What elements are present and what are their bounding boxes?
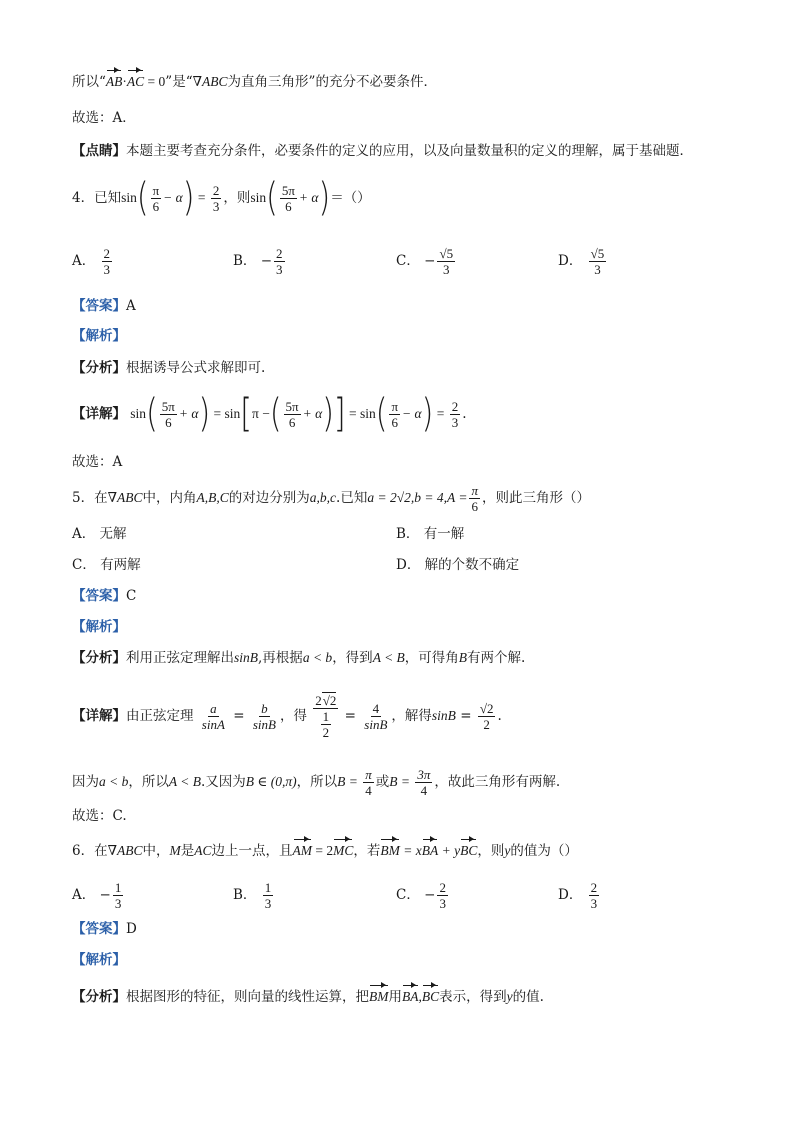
variable-y: y [506, 989, 513, 1004]
q5-fenxi [72, 648, 525, 668]
text: 是 [180, 843, 195, 859]
text: 或 [375, 774, 390, 790]
sign: − [99, 887, 111, 903]
option-label: C． [396, 253, 420, 269]
option-text: 有一解 [423, 526, 465, 542]
text: ，可得角 [404, 650, 459, 666]
q6-analysis-tag [72, 950, 126, 970]
text: 中， [142, 843, 170, 859]
inequality: A < B [372, 650, 405, 665]
q4-xiangjie: 【详解】 sin( $\frac{5\pi}{6}$ + α) = sin[π −( $\frac{5\pi}{6}$ + α)] = sin( $\frac{\pi}{6}$ − α) = $\frac{2}{3}$ . [72, 391, 467, 437]
inequality: a < b [99, 774, 129, 789]
text: 所以“ [72, 74, 106, 90]
denominator: 3 [590, 896, 598, 911]
point-text: 本题主要考查充分条件，必要条件的定义的应用，以及向量数量积的定义的理解，属于基础题． [126, 143, 693, 159]
q5-analysis-tag [72, 617, 126, 637]
text: 表示，得到 [439, 989, 507, 1005]
text: ,再根据 [258, 650, 303, 666]
text: 的对边分别为 [228, 490, 310, 506]
fenxi-tag: 【分析】 [72, 650, 126, 666]
q5-option-d[interactable] [396, 555, 519, 575]
analysis-tag: 【解析】 [72, 619, 126, 635]
question-number: 5． [72, 490, 95, 506]
q4-stem: 4．已知sin( $\frac{\pi}{6}$ − α) = $\frac{2}{3}$ ，则sin( $\frac{5\pi}{6}$ + α)＝（） [72, 175, 371, 221]
text: 边上一点，且 [211, 843, 293, 859]
sign: − [424, 253, 436, 269]
option-label: C． [72, 557, 96, 573]
numerator: 2 [439, 880, 446, 895]
answer-value: C [126, 588, 137, 604]
text: 有两个解. [467, 650, 526, 666]
fenxi-tag: 【分析】 [72, 360, 126, 376]
text: 在 [94, 490, 108, 506]
text: ，所以 [128, 774, 169, 790]
inequality: A < B [168, 774, 201, 789]
q4-answer [72, 296, 136, 316]
fenxi-text: 根据诱导公式求解即可. [126, 360, 266, 376]
text: ，得 [279, 708, 307, 724]
q3-choice [72, 108, 136, 128]
q5-option-b[interactable] [396, 524, 464, 544]
variable-y: y [504, 843, 511, 858]
choice-value: A [112, 454, 123, 470]
q4-fenxi [72, 358, 265, 378]
interval: B ∈ (0,π) [245, 774, 297, 789]
segment-ac: AC [194, 843, 212, 858]
given-values: a = 2√2,b = 4,A = [367, 490, 468, 505]
text: ＝（） [330, 190, 371, 206]
denominator: 3 [114, 896, 122, 911]
text: ，则 [477, 843, 505, 859]
text: 已知 [94, 190, 122, 206]
analysis-tag: 【解析】 [72, 328, 126, 344]
q5-option-c[interactable] [72, 555, 141, 575]
triangle-symbol: ∇ABC [107, 843, 143, 858]
answer-value: A [126, 298, 136, 314]
numerator: √5 [590, 246, 605, 261]
option-label: B． [233, 887, 257, 903]
numerator: 1 [264, 880, 272, 895]
q5-because: 因为a < b，所以A < B.又因为B ∈ (0,π)，所以B = $\frac{\pi}{4}$ 或B = $\frac{3\pi}{4}$ ，故此三角形有两解. [72, 767, 561, 798]
text: 为直角三角形”的充分不必要条件． [227, 74, 437, 90]
denominator: 3 [103, 262, 111, 277]
analysis-tag: 【解析】 [72, 952, 126, 968]
choice-value: C. [112, 808, 127, 824]
q6-option-a[interactable] [72, 880, 125, 911]
inequality: a < b [302, 650, 333, 665]
answer-tag: 【答案】 [72, 921, 126, 937]
xiangjie-tag: 【详解】 [72, 406, 126, 422]
option-label: A． [72, 526, 96, 542]
text: 中，内角 [142, 490, 197, 506]
q5-xiangjie: 【详解】由正弦定理 $\frac{a}{\sin A}$ = $\frac{b}{\sin B}$ ，得 $\frac{2√2}{\frac{1}{2}}$ = $\frac{4}{\sin B}$ ，解得sinB = $\frac{√2}{2}$ . [72, 693, 502, 740]
text: ，得到 [332, 650, 373, 666]
vector-ac: AC [127, 72, 144, 92]
question-number: 6． [72, 843, 95, 859]
relation: = 2 [315, 843, 334, 858]
choice-value: A． [112, 110, 136, 126]
q4-analysis-tag [72, 326, 126, 346]
q6-answer [72, 919, 137, 939]
text: 因为 [72, 774, 99, 790]
q3-point [72, 141, 693, 161]
text: 在 [94, 843, 108, 859]
q6-stem: 6．在∇ABC中，M是AC边上一点，且AM = 2MC，若BM = xBA + yBC，则y的值为（） [72, 843, 578, 859]
option-text: 解的个数不确定 [424, 557, 520, 573]
q4-option-d[interactable] [558, 246, 608, 277]
text: 的值为（） [510, 843, 578, 859]
numerator: 2 [590, 880, 598, 895]
sign: − [424, 887, 436, 903]
denominator: 3 [439, 896, 446, 911]
q6-fenxi: 【分析】根据图形的特征，则向量的线性运算，把BM用BA,BC表示，得到y的值. [72, 989, 544, 1005]
text: . [497, 708, 502, 724]
numerator: 1 [114, 880, 122, 895]
triangle-symbol: ∇ABC [192, 74, 228, 89]
q4-option-a[interactable] [72, 246, 114, 277]
text: 根据图形的特征，则向量的线性运算，把 [126, 989, 369, 1005]
angle-b: B [458, 650, 468, 665]
text: ，则此三角形（） [481, 490, 590, 506]
q6-option-d[interactable] [558, 880, 601, 911]
answer-tag: 【答案】 [72, 298, 126, 314]
text: ，故此三角形有两解. [434, 774, 561, 790]
denominator: 3 [276, 262, 283, 277]
option-label: B． [233, 253, 257, 269]
q5-stem: 5．在∇ABC中，内角A,B,C的对边分别为a,b,c.已知a = 2√2,b = 4,A = $\frac{\pi}{6}$ ，则此三角形（） [72, 483, 590, 514]
text: 利用正弦定理解出 [126, 650, 234, 666]
choice-label: 故选： [72, 808, 113, 824]
option-label: D． [558, 887, 583, 903]
option-text: 无解 [99, 526, 127, 542]
numerator: √5 [439, 246, 454, 261]
text: 用 [388, 989, 402, 1005]
option-label: D． [396, 557, 421, 573]
text: .已知 [336, 490, 368, 506]
option-label: C． [396, 887, 420, 903]
q4-option-c[interactable] [396, 246, 457, 277]
text: ，则 [223, 190, 251, 206]
question-number: 4． [72, 190, 95, 206]
numerator: 2 [103, 246, 111, 261]
point-tag: 【点睛】 [72, 143, 126, 159]
q6-option-c[interactable] [396, 880, 450, 911]
q3-conclusion: 所以“AB·AC = 0”是“∇ABC为直角三角形”的充分不必要条件． [72, 74, 437, 90]
text: ，若 [353, 843, 381, 859]
q4-choice [72, 452, 122, 472]
option-label: D． [558, 253, 583, 269]
denominator: 3 [264, 896, 272, 911]
vector-ab: AB [106, 72, 123, 92]
option-label: A． [72, 887, 96, 903]
option-label: A． [72, 253, 96, 269]
q5-choice [72, 806, 127, 826]
choice-label: 故选： [72, 454, 113, 470]
numerator: 2 [276, 246, 283, 261]
point-m: M [169, 843, 181, 858]
text: ，所以 [296, 774, 338, 790]
q4-option-b[interactable] [233, 246, 287, 277]
text: 的值. [512, 989, 544, 1005]
xiangjie-tag: 【详解】 [72, 708, 126, 724]
text: 由正弦定理 [126, 708, 194, 724]
equals-zero: = 0 [144, 74, 166, 89]
denominator: 3 [443, 262, 450, 277]
choice-label: 故选： [72, 110, 113, 126]
text: .又因为 [200, 774, 246, 790]
sides: a,b,c [309, 490, 337, 505]
triangle-symbol: ∇ABC [107, 490, 143, 505]
option-text: 有两解 [100, 557, 141, 573]
text: ”是“ [165, 74, 193, 90]
sign: − [260, 253, 273, 269]
text: ，解得 [391, 708, 432, 724]
sinb: sinB [234, 650, 259, 665]
fenxi-tag: 【分析】 [72, 989, 126, 1005]
option-label: B． [396, 526, 420, 542]
answer-tag: 【答案】 [72, 588, 126, 604]
answer-value: D [126, 921, 137, 937]
angles: A,B,C [196, 490, 229, 505]
q5-option-a[interactable] [72, 524, 127, 544]
q6-option-b[interactable] [233, 880, 275, 911]
denominator: 3 [594, 262, 601, 277]
q5-answer [72, 586, 136, 606]
